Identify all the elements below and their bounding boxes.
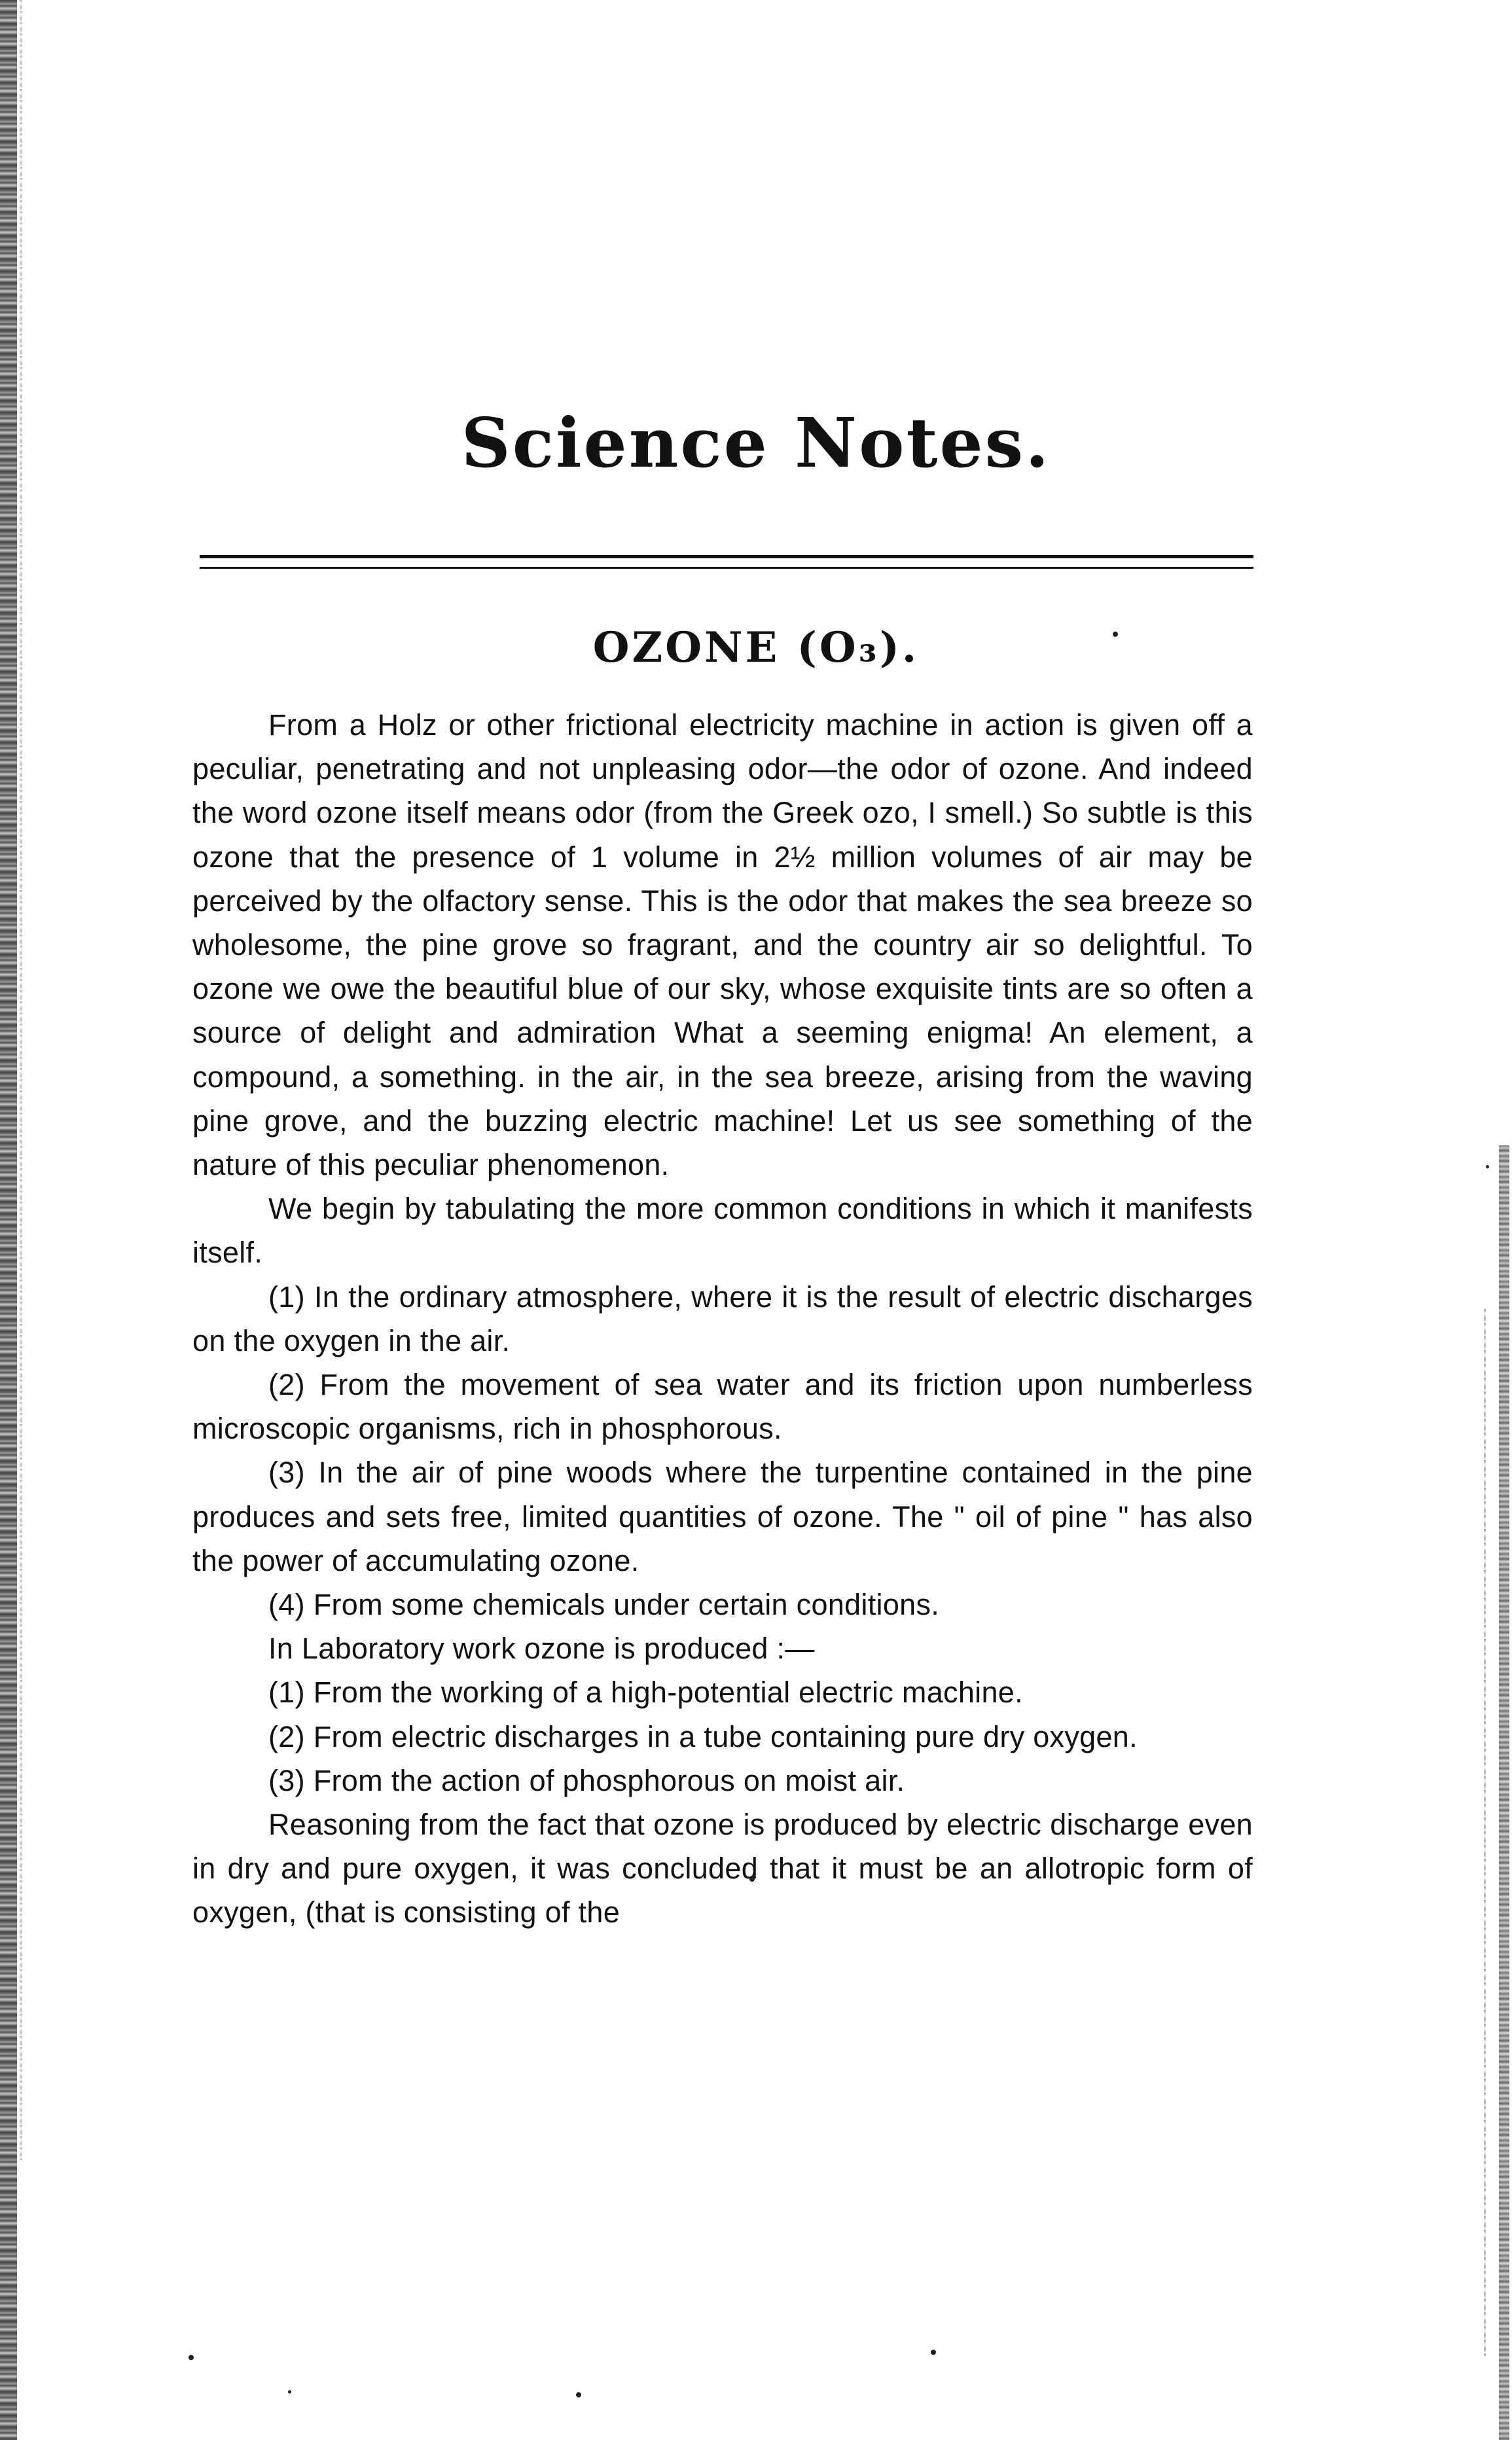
title-rule-top <box>200 555 1253 558</box>
page-title: Science Notes. <box>461 403 1051 483</box>
scan-speck <box>189 2355 194 2360</box>
list-item-condition-1: (1) In the ordinary atmosphere, where it is the result of electric discharges on the oxygen in the air. <box>192 1280 1253 1357</box>
list-item-condition-3: (3) In the air of pine woods where the turpentine contained in the pine produces and sets free, limited quantities of ozone. The " oil of pine " has also the power of accumulating ozone. <box>192 1456 1253 1577</box>
title-rule-bottom <box>200 567 1253 569</box>
scan-edge-left-line <box>20 0 22 2160</box>
list-item-condition-4: (4) From some chemicals under certain conditions. <box>268 1588 940 1622</box>
paragraph-intro: From a Holz or other frictional electricity machine in action is given off a peculiar, penetrating and not unpleasing odor—the odor of ozone. And indeed the word ozone itself means odor (from the Greek ozo, I smell.) So subtle is this ozone that the presence of 1 volume in 2½ million volumes of air may be perceived by the olfactory sense. This is the odor that makes the sea breeze so wholesome, the pine grove so fragrant, and the country air so delightful. To ozone we owe the beautiful blue of our sky, whose exquisite tints are so often a source of delight and admiration What a seeming enigma! An element, a compound, a something. in the air, in the sea breeze, arising from the waving pine grove, and the buzzing electric machine! Let us see something of the nature of this peculiar phenomenon. <box>192 708 1253 1182</box>
scan-edge-right-line <box>1484 1309 1486 2356</box>
scan-speck <box>576 2392 581 2397</box>
paragraph-conditions-intro: We begin by tabulating the more common conditions in which it manifests itself. <box>192 1192 1253 1270</box>
list-item-lab-2: (2) From electric discharges in a tube containing pure dry oxygen. <box>268 1719 1138 1753</box>
list-item-lab-1: (1) From the working of a high-potential electric machine. <box>268 1676 1023 1710</box>
scan-speck <box>931 2350 936 2355</box>
list-item-lab-3: (3) From the action of phosphorous on moist air. <box>268 1763 905 1797</box>
scan-edge-right <box>1499 1145 1509 2440</box>
scan-speck <box>288 2390 291 2394</box>
paragraph-laboratory-intro: In Laboratory work ozone is produced :— <box>268 1632 815 1666</box>
section-heading: OZONE (O₃). <box>592 623 920 672</box>
paragraph-reasoning: Reasoning from the fact that ozone is produced by electric discharge even in dry and pure oxygen, it was concluded that it must be an allotropic form of oxygen, (that is consisting of the <box>192 1808 1253 1929</box>
list-item-condition-2: (2) From the movement of sea water and its friction upon numberless microscopic organisms, rich in phosphorous. <box>192 1368 1253 1446</box>
scan-edge-left <box>0 0 17 2440</box>
article-body <box>192 703 1253 1935</box>
scan-speck <box>1486 1165 1489 1168</box>
